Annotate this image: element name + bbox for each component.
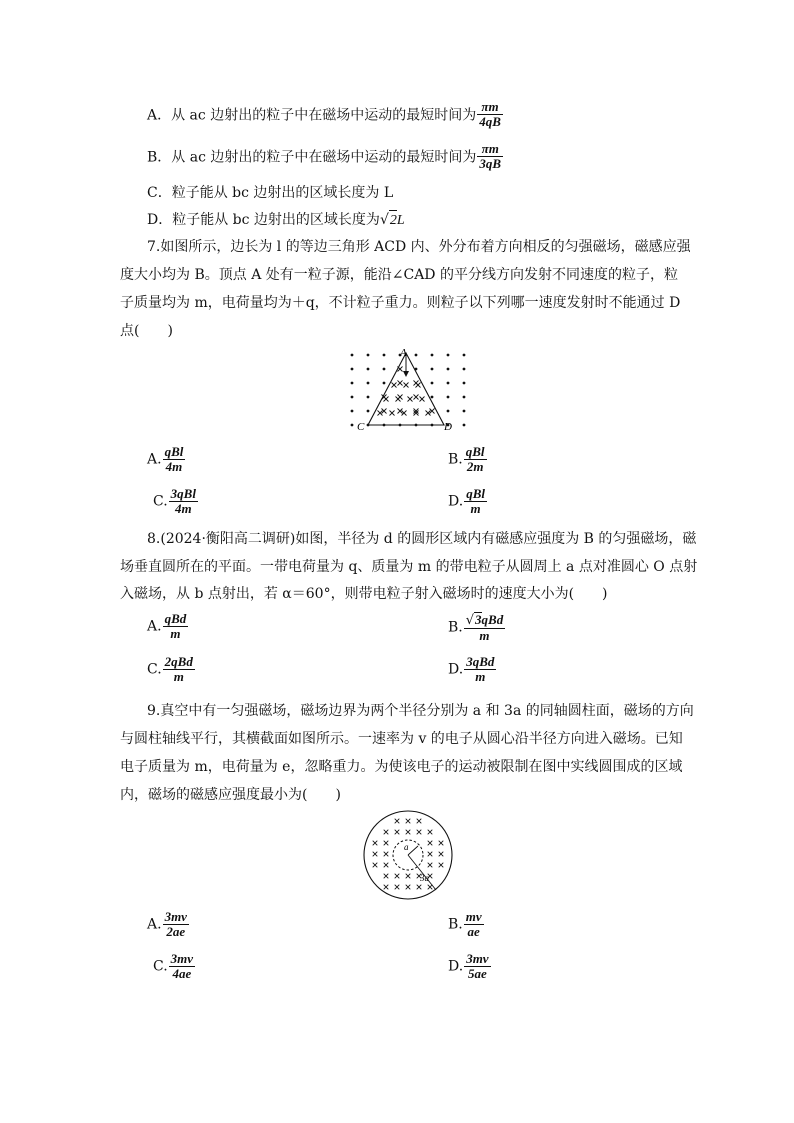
q7-stem-line2: 度大小均为 B。顶点 A 处有一粒子源，能沿∠CAD 的平分线方向发射不同速度的粒子，粒: [120, 267, 678, 283]
q7-option-c: C. $\frac{\text{3qBl}}{4m}$: [153, 486, 196, 516]
q6-option-b: [147, 142, 503, 171]
q7-stem-line1: 7.如图所示，边长为 l 的等边三角形 ACD 内、外分布着方向相反的匀强磁场，磁感应强: [147, 239, 691, 255]
q9-circle-figure: [360, 806, 460, 904]
q9-label-3a: 3a: [420, 873, 429, 883]
q9-stem-line2: 与圆柱轴线平行，其横截面如图所示。一速率为 v 的电子从圆心沿半径方向进入磁场。已知: [120, 731, 683, 747]
q8-option-b: B. $\frac{\text{√3qBd}}{m}$: [448, 612, 504, 643]
q8-option-a: A. $\frac{\text{qBd}}{m}$: [147, 611, 187, 641]
q6-option-a: [147, 100, 503, 129]
q7-label-c: C: [357, 421, 365, 433]
q9-option-d: D. $\frac{3mv}{5ae}$: [448, 951, 489, 981]
q9-stem-line1: 9.真空中有一匀强磁场，磁场边界为两个半径分别为 a 和 3a 的同轴圆柱面，磁场的方向: [147, 703, 694, 719]
q7-option-d: D. $\frac{\text{qBl}}{m}$: [448, 486, 485, 516]
q7-option-a: A. $\frac{\text{qBl}}{4m}$: [147, 444, 184, 474]
q9-option-a: A. $\frac{3mv}{2ae}$: [147, 909, 187, 939]
q8-stem-line2: 场垂直圆所在的平面。一带电荷量为 q、质量为 m 的带电粒子从圆周上 a 点对准圆心 O 点射: [120, 559, 698, 575]
q6-option-b-text: B．从 ac 边射出的粒子中在磁场中运动的最短时间为: [147, 149, 477, 166]
q7-stem-line3: 子质量均为 m，电荷量均为＋q，不计粒子重力。则粒子以下列哪一速度发射时不能通过 D: [120, 295, 681, 311]
q6-option-c: C．粒子能从 bc 边射出的区域长度为 L: [147, 185, 394, 201]
q6-option-a-text: A．从 ac 边射出的粒子中在磁场中运动的最短时间为: [147, 107, 477, 124]
q7-stem-line4: 点( ): [120, 323, 173, 339]
q8-option-c: C. $\frac{\text{2qBd}}{m}$: [147, 654, 193, 684]
q9-stem-line3: 电子质量为 m，电荷量为 e，忽略重力。为使该电子的运动被限制在图中实线圆围成的区域: [120, 759, 683, 775]
q9-label-a: a: [404, 842, 409, 852]
q9-option-c: C. $\frac{3mv}{4ae}$: [153, 951, 194, 981]
q7-label-a: A: [400, 347, 407, 359]
q6-option-a-fraction: $\frac{\pi m}{4qB}$: [479, 99, 501, 129]
q7-label-d: D: [444, 421, 452, 433]
q9-option-b: B. $\frac{mv}{ae}$: [448, 909, 482, 939]
q6-option-d: D．粒子能从 bc 边射出的区域长度为√2L: [147, 210, 405, 231]
q8-option-d: D. $\frac{\text{3qBd}}{m}$: [448, 654, 495, 684]
q7-field-dots: [351, 354, 466, 427]
q8-stem-line3: 入磁场，从 b 点射出，若 α＝60°，则带电粒子射入磁场时的速度大小为( ): [120, 586, 608, 602]
q8-stem-line1: 8.(2024·衡阳高二调研)如图，半径为 d 的圆形区域内有磁感应强度为 B 的匀强磁场，磁: [147, 531, 697, 547]
q9-stem-line4: 内，磁场的磁感应强度最小为( ): [120, 787, 341, 803]
q6-option-b-fraction: $\frac{\pi m}{3qB}$: [479, 141, 502, 171]
q7-triangle-figure: [340, 345, 485, 435]
q7-option-b: B. $\frac{\text{qBl}}{2m}$: [448, 444, 485, 474]
